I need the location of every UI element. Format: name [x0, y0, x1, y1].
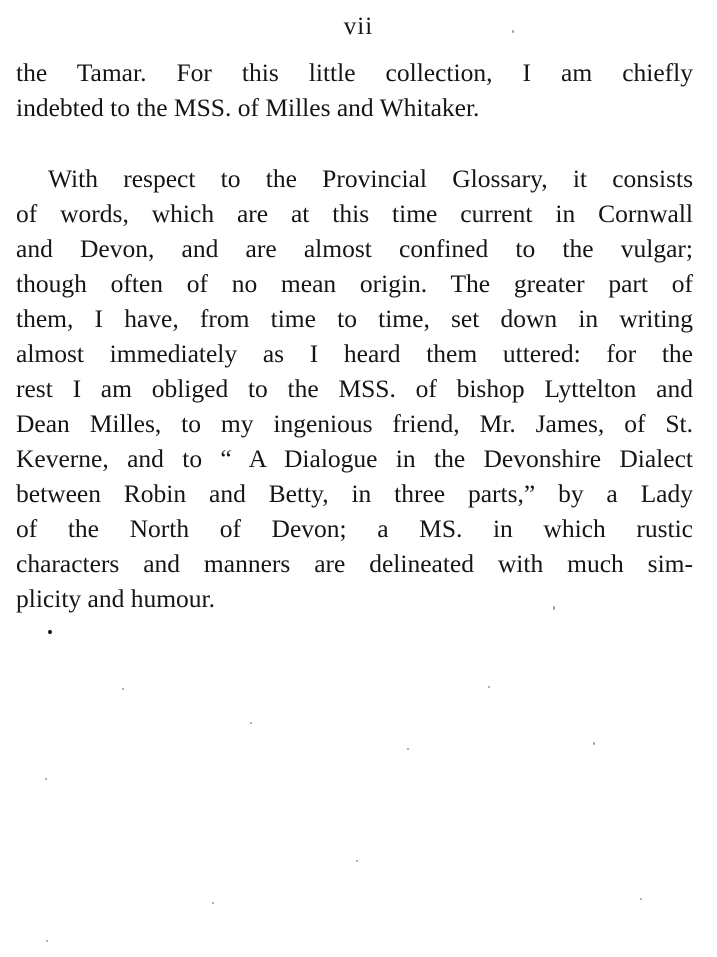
text-line: almost immediately as I heard them uttered: for the: [16, 339, 693, 368]
text-line: though often of no mean origin. The greater part of: [16, 269, 693, 298]
text-line: and Devon, and are almost confined to the vulgar;: [16, 234, 693, 263]
scan-speck: [593, 742, 595, 745]
scan-speck: [45, 778, 47, 780]
scan-speck: [488, 686, 490, 688]
scan-speck: [356, 860, 358, 862]
text-line: Dean Milles, to my ingenious friend, Mr. James, of St.: [16, 409, 693, 438]
text-line: characters and manners are delineated with much sim-: [16, 549, 693, 578]
scan-speck: [212, 902, 214, 904]
text-line: between Robin and Betty, in three parts,” by a Lady: [16, 479, 693, 508]
text-line: indebted to the MSS. of Milles and Whitaker.: [16, 93, 480, 122]
scan-speck: [512, 30, 514, 33]
scan-speck: [46, 940, 48, 942]
page-number: vii: [343, 13, 374, 40]
text-line: rest I am obliged to the MSS. of bishop Lyttelton and: [16, 374, 693, 403]
scan-speck: [407, 748, 409, 750]
scan-speck: [553, 606, 555, 610]
text-line: them, I have, from time to time, set down in writing: [16, 304, 693, 333]
text-line: of words, which are at this time current in Cornwall: [16, 199, 693, 228]
text-line: of the North of Devon; a MS. in which rustic: [16, 514, 693, 543]
text-line: the Tamar. For this little collection, I am chiefly: [16, 58, 693, 87]
text-line: plicity and humour.: [16, 584, 216, 613]
text-line: With respect to the Provincial Glossary, it consists: [48, 164, 693, 193]
scan-speck: [250, 722, 252, 724]
scan-speck: [640, 898, 642, 900]
text-line: Keverne, and to “ A Dialogue in the Devonshire Dialect: [16, 444, 693, 473]
scan-speck: [48, 630, 52, 634]
scan-speck: [122, 688, 124, 690]
